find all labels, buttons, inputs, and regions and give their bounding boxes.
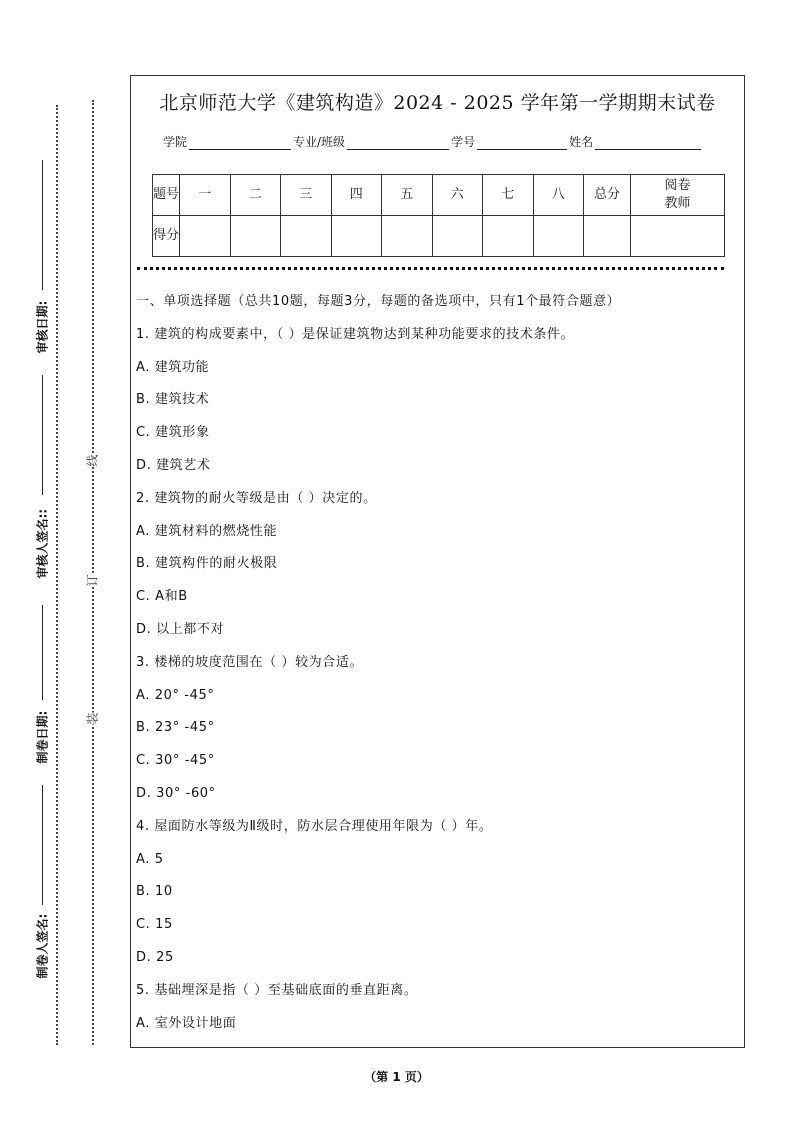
- exam-frame: [130, 75, 745, 1048]
- option-line: B. 建筑技术: [136, 392, 210, 408]
- student-id-field[interactable]: [477, 137, 567, 150]
- reviewer-sign-line: [42, 375, 44, 495]
- reviewer-sign-label: 审核人签名::: [35, 508, 50, 579]
- col-6: 六: [432, 175, 483, 216]
- col-2: 二: [230, 175, 281, 216]
- col-4: 四: [331, 175, 382, 216]
- dotted-separator: [137, 267, 724, 270]
- maker-sign-line: [42, 785, 44, 905]
- col-8: 八: [533, 175, 584, 216]
- option-line: B. 建筑构件的耐火极限: [136, 556, 278, 572]
- col-5: 五: [382, 175, 433, 216]
- option-line: C. 30° -45°: [136, 753, 215, 769]
- review-date-line: [42, 160, 44, 290]
- score-cell-total[interactable]: [584, 216, 631, 257]
- major-label: 专业/班级: [293, 135, 346, 149]
- bind-char-line: 线: [82, 454, 103, 466]
- question-number-header: 题号: [153, 175, 180, 216]
- major-field[interactable]: [347, 137, 449, 150]
- inner-dotted-line: [56, 105, 58, 1045]
- question-line: 1. 建筑的构成要素中，（ ）是保证建筑物达到某种功能要求的技术条件。: [136, 326, 575, 342]
- score-cell[interactable]: [382, 216, 433, 257]
- score-header: 得分: [153, 216, 180, 257]
- section-heading: 一、单项选择题（总共10题，每题3分，每题的备选项中，只有1个最符合题意）: [136, 294, 621, 309]
- col-7: 七: [483, 175, 534, 216]
- option-line: C. 建筑形象: [136, 425, 210, 441]
- student-id-label: 学号: [451, 135, 476, 149]
- maker-sign-label: 制卷人签名:: [35, 913, 50, 979]
- score-table-row: [153, 175, 725, 216]
- college-label: 学院: [163, 135, 188, 149]
- col-3: 三: [281, 175, 332, 216]
- question-line: 3. 楼梯的坡度范围在（ ）较为合适。: [136, 654, 364, 670]
- name-field[interactable]: [595, 137, 701, 150]
- option-line: A. 建筑功能: [136, 359, 210, 375]
- option-line: D. 以上都不对: [136, 621, 225, 637]
- score-cell[interactable]: [230, 216, 281, 257]
- option-line: D. 30° -60°: [136, 785, 216, 801]
- exam-title: 北京师范大学《建筑构造》2024 - 2025 学年第一学期期末试卷: [159, 92, 716, 114]
- bind-char-bind: 装: [82, 712, 103, 724]
- question-content: [136, 291, 734, 1045]
- score-cell[interactable]: [281, 216, 332, 257]
- option-line: A. 20° -45°: [136, 687, 215, 703]
- score-cell[interactable]: [533, 216, 584, 257]
- question-line: 5. 基础埋深是指（ ）至基础底面的垂直距离。: [136, 982, 418, 998]
- col-1: 一: [180, 175, 231, 216]
- make-date-label: 制卷日期:: [35, 710, 50, 764]
- option-line: B. 23° -45°: [136, 720, 215, 736]
- grader-header: 阅卷教师: [631, 175, 725, 216]
- score-cell[interactable]: [180, 216, 231, 257]
- score-cell[interactable]: [331, 216, 382, 257]
- page-footer: （第 1 页）: [364, 1070, 429, 1084]
- option-line: A. 5: [136, 851, 164, 867]
- score-table-row: [153, 216, 725, 257]
- binding-dotted-line: [92, 100, 94, 1045]
- score-cell[interactable]: [483, 216, 534, 257]
- score-table: [152, 174, 725, 257]
- score-cell[interactable]: [432, 216, 483, 257]
- option-line: A. 建筑材料的燃烧性能: [136, 523, 278, 539]
- option-line: B. 10: [136, 884, 173, 900]
- col-total: 总分: [584, 175, 631, 216]
- option-line: D. 25: [136, 949, 174, 965]
- option-line: C. A和B: [136, 589, 188, 605]
- student-info-row: [163, 133, 703, 150]
- grader-cell[interactable]: [631, 216, 725, 257]
- review-date-label: 审核日期:: [35, 300, 50, 354]
- question-line: 2. 建筑物的耐火等级是由（ ）决定的。: [136, 490, 377, 506]
- question-line: 4. 屋面防水等级为Ⅱ级时，防水层合理使用年限为（ ）年。: [136, 818, 493, 834]
- option-line: D. 建筑艺术: [136, 457, 211, 473]
- name-label: 姓名: [569, 135, 594, 149]
- bind-char-staple: 订: [82, 574, 103, 586]
- option-line: C. 15: [136, 917, 173, 933]
- make-date-line: [42, 605, 44, 700]
- college-field[interactable]: [189, 137, 291, 150]
- option-line: A. 室外设计地面: [136, 1015, 237, 1031]
